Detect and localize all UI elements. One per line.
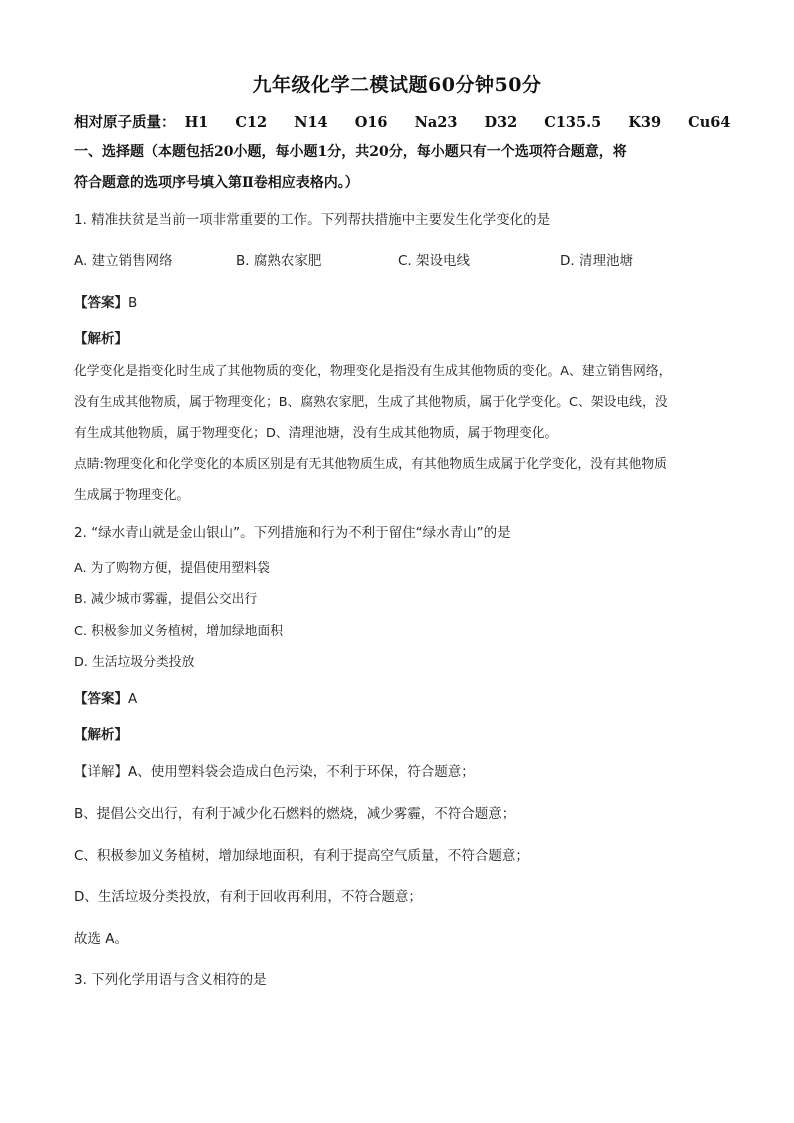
analysis-line: 点睛:物理变化和化学变化的本质区别是有无其他物质生成，有其他物质生成属于化学变化，没有其他物质 — [74, 457, 667, 472]
question-1-stem: 1. 精准扶贫是当前一项非常重要的工作。下列帮扶措施中主要发生化学变化的是 — [74, 212, 551, 228]
atomic-mass-item: C135.5 — [544, 114, 602, 131]
atomic-mass-item: C12 — [235, 114, 268, 131]
section-heading-line2: 符合题意的选项序号填入第Ⅱ卷相应表格内。） — [74, 175, 359, 191]
atomic-mass-item: N14 — [294, 114, 328, 131]
detail-line: 【详解】A、使用塑料袋会造成白色污染，不利于环保，符合题意； — [74, 764, 475, 780]
option-c: C. 架设电线 — [398, 253, 471, 269]
detail-line: 故选 A。 — [74, 931, 129, 947]
answer-line — [74, 291, 724, 311]
answer-value: B — [128, 295, 138, 311]
answer-line — [74, 687, 724, 707]
option-d: D. 清理池塘 — [560, 253, 633, 269]
question-2-option-d: D. 生活垃圾分类投放 — [74, 655, 195, 670]
analysis-line: 有生成其他物质，属于物理变化；D、清理池塘，没有生成其他物质，属于物理变化。 — [74, 426, 558, 441]
question-1-options — [74, 249, 724, 269]
section-heading-line1: 一、选择题（本题包括20小题，每小题1分，共20分，每小题只有一个选项符合题意，将 — [74, 144, 627, 160]
atomic-mass-item: Cu64 — [688, 114, 731, 131]
option-a: A. 建立销售网络 — [74, 253, 173, 269]
answer-label: 【答案】 — [74, 691, 128, 707]
atomic-mass-item: Na23 — [414, 114, 458, 131]
analysis-line: 化学变化是指变化时生成了其他物质的变化，物理变化是指没有生成其他物质的变化。A、建立销售网络， — [74, 364, 672, 379]
question-2-option-c: C. 积极参加义务植树，增加绿地面积 — [74, 624, 284, 639]
atomic-mass-item: O16 — [354, 114, 388, 131]
atomic-mass-item: D32 — [484, 114, 518, 131]
atomic-mass-item: H1 — [184, 114, 209, 131]
atomic-mass-item: K39 — [628, 114, 662, 131]
question-2-option-a: A. 为了购物方便，提倡使用塑料袋 — [74, 561, 270, 576]
atomic-mass-label: 相对原子质量： — [74, 114, 176, 131]
answer-value: A — [128, 691, 138, 707]
analysis-line: 没有生成其他物质，属于物理变化；B、腐熟农家肥，生成了其他物质，属于化学变化。C、架设电线，没 — [74, 395, 668, 410]
atomic-mass-line — [74, 111, 731, 132]
question-3-stem: 3. 下列化学用语与含义相符的是 — [74, 972, 267, 988]
analysis-label: 【解析】 — [74, 727, 128, 743]
detail-line: C、积极参加义务植树，增加绿地面积，有利于提高空气质量，不符合题意； — [74, 848, 529, 864]
option-b: B. 腐熟农家肥 — [236, 253, 322, 269]
answer-label: 【答案】 — [74, 295, 128, 311]
page-title: 九年级化学二模试题60分钟50分 — [252, 74, 542, 96]
analysis-label: 【解析】 — [74, 331, 128, 347]
question-2-stem: 2. “绿水青山就是金山银山”。下列措施和行为不利于留住“绿水青山”的是 — [74, 525, 511, 541]
detail-line: B、提倡公交出行，有利于减少化石燃料的燃烧，减少雾霾，不符合题意； — [74, 806, 516, 822]
detail-line: D、生活垃圾分类投放，有利于回收再利用，不符合题意； — [74, 889, 422, 905]
question-2-option-b: B. 减少城市雾霾，提倡公交出行 — [74, 592, 258, 607]
analysis-line: 生成属于物理变化。 — [74, 488, 190, 503]
